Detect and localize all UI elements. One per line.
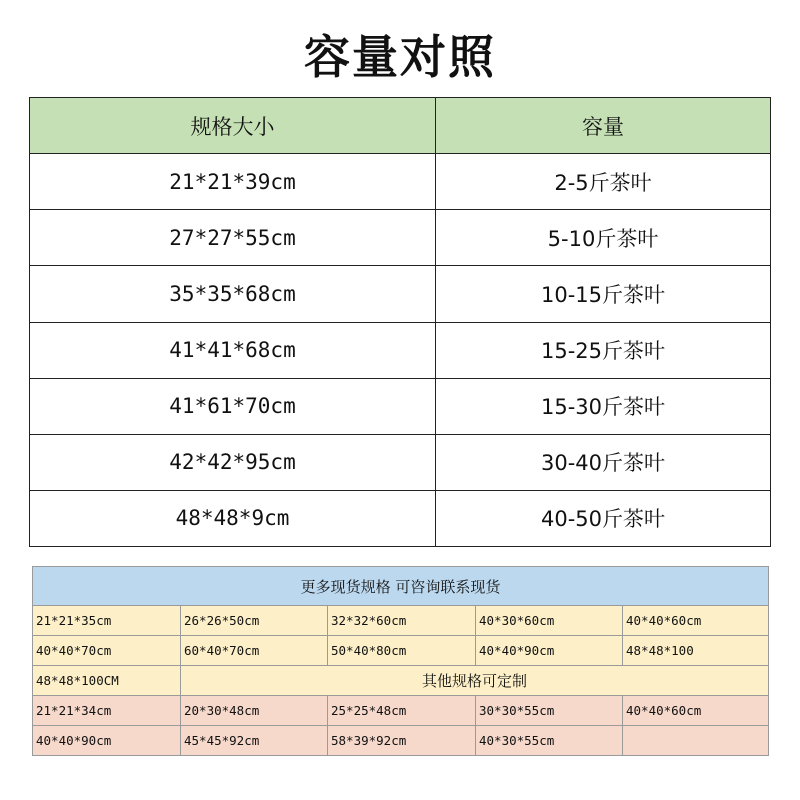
table-row [33, 726, 769, 756]
spec-cell: 21*21*39cm [30, 154, 436, 210]
spec-cell: 48*48*100CM [33, 666, 181, 696]
spec-cell: 40*40*70cm [33, 636, 181, 666]
table-row [30, 434, 771, 490]
table-row [30, 378, 771, 434]
spec-cell: 50*40*80cm [328, 636, 476, 666]
spec-cell: 21*21*34cm [33, 696, 181, 726]
capacity-cell: 10-15斤茶叶 [436, 266, 771, 322]
capacity-cell: 15-30斤茶叶 [436, 378, 771, 434]
more-specs-header-row [33, 567, 769, 606]
spec-cell: 40*40*90cm [33, 726, 181, 756]
spec-cell: 40*30*55cm [476, 726, 623, 756]
spec-cell: 27*27*55cm [30, 210, 436, 266]
custom-spec-note: 其他规格可定制 [181, 666, 769, 696]
spec-cell: 26*26*50cm [181, 606, 328, 636]
table-row [33, 636, 769, 666]
spec-cell: 20*30*48cm [181, 696, 328, 726]
table-row [30, 210, 771, 266]
capacity-header-row [30, 98, 771, 154]
capacity-cell: 2-5斤茶叶 [436, 154, 771, 210]
spec-cell: 42*42*95cm [30, 434, 436, 490]
more-specs-table [32, 566, 769, 756]
spec-cell: 40*30*60cm [476, 606, 623, 636]
spec-cell: 48*48*9cm [30, 490, 436, 546]
spec-cell: 40*40*60cm [623, 696, 769, 726]
spec-cell: 48*48*100 [623, 636, 769, 666]
capacity-cell: 40-50斤茶叶 [436, 490, 771, 546]
table-row [30, 266, 771, 322]
spec-cell: 35*35*68cm [30, 266, 436, 322]
capacity-cell: 5-10斤茶叶 [436, 210, 771, 266]
spec-cell: 45*45*92cm [181, 726, 328, 756]
spec-cell: 58*39*92cm [328, 726, 476, 756]
spec-cell: 25*25*48cm [328, 696, 476, 726]
table-row [30, 490, 771, 546]
more-specs-heading: 更多现货规格 可咨询联系现货 [33, 567, 769, 606]
spec-cell: 60*40*70cm [181, 636, 328, 666]
spec-cell: 21*21*35cm [33, 606, 181, 636]
capacity-cell: 15-25斤茶叶 [436, 322, 771, 378]
spec-cell: 30*30*55cm [476, 696, 623, 726]
spec-cell: 32*32*60cm [328, 606, 476, 636]
header-capacity: 容量 [436, 98, 771, 154]
table-row [33, 606, 769, 636]
capacity-table [29, 97, 771, 547]
table-row [33, 696, 769, 726]
spec-cell: 41*61*70cm [30, 378, 436, 434]
table-row [33, 666, 769, 696]
spec-cell: 41*41*68cm [30, 322, 436, 378]
header-spec-size: 规格大小 [30, 98, 436, 154]
page-title: 容量对照 [304, 30, 496, 84]
spec-cell: 40*40*60cm [623, 606, 769, 636]
capacity-cell: 30-40斤茶叶 [436, 434, 771, 490]
spec-cell: 40*40*90cm [476, 636, 623, 666]
table-row [30, 322, 771, 378]
spec-cell [623, 726, 769, 756]
table-row [30, 154, 771, 210]
